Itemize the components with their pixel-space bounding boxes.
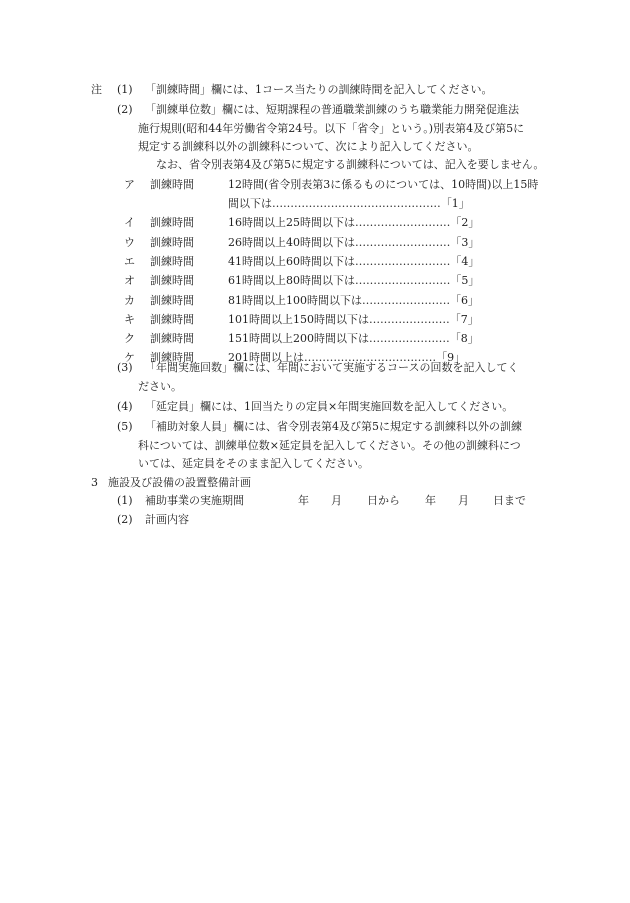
item-range: 151時間以上200時間以下は	[228, 332, 369, 345]
item-leader-dots: ‥‥‥‥‥‥‥‥‥‥‥‥‥	[355, 216, 451, 229]
item-kana: カ	[124, 294, 135, 307]
note-5-line-1: 「補助対象人員」欄には、省令別表第4及び第5に規定する訓練科以外の訓練	[145, 420, 522, 433]
item-range: 26時間以上40時間以下は	[228, 236, 355, 249]
item-kana: ウ	[124, 236, 135, 249]
item-range: 201時間以上は	[228, 351, 304, 364]
implementation-period-label: 補助事業の実施期間	[145, 494, 244, 507]
note-3-line-1: 「年間実施回数」欄には、年間において実施するコースの回数を記入してく	[145, 361, 519, 374]
section-3-title: 施設及び設備の設置整備計画	[108, 476, 251, 489]
item-label: 訓練時間	[150, 313, 194, 326]
item-leader-dots: ‥‥‥‥‥‥‥‥‥‥‥‥‥‥‥‥‥‥	[304, 351, 437, 364]
item-label: 訓練時間	[150, 236, 194, 249]
plan-content-label: 計画内容	[145, 513, 189, 526]
item-label: 訓練時間	[150, 255, 194, 268]
note-5-line-3: いては、延定員をそのまま記入してください。	[138, 457, 369, 470]
item-range: 101時間以上150時間以下は	[228, 313, 369, 326]
item-label: 訓練時間	[150, 216, 194, 229]
section-3-number: 3	[91, 476, 98, 489]
item-value: 「1」	[440, 197, 470, 210]
item-leader-dots: ‥‥‥‥‥‥‥‥‥‥‥	[369, 332, 450, 345]
item-kana: ク	[124, 332, 135, 345]
note-4-number: (4)	[117, 400, 133, 413]
item-a-line-2	[228, 197, 470, 211]
note-2-line-1: 「訓練単位数」欄には、短期課程の普通職業訓練のうち職業能力開発促進法	[145, 103, 519, 116]
item-range: 16時間以上25時間以下は	[228, 216, 355, 229]
end-year-unit: 年	[425, 494, 436, 507]
note-label: 注	[91, 83, 102, 96]
end-month-unit: 月	[458, 494, 469, 507]
note-2-line-4: なお、省令別表第4及び第5に規定する訓練科については、記入を要しません。	[156, 158, 545, 171]
item-leader-dots: ‥‥‥‥‥‥‥‥‥‥‥‥‥	[355, 236, 451, 249]
item-range-row	[228, 332, 479, 346]
item-leader-dots: ‥‥‥‥‥‥‥‥‥‥‥‥‥	[355, 255, 451, 268]
item-kana: ア	[124, 178, 135, 191]
item-range-row	[228, 216, 479, 230]
item-value: 「9」	[436, 351, 466, 364]
item-label: 訓練時間	[150, 178, 194, 191]
item-leader-dots: ‥‥‥‥‥‥‥‥‥‥‥‥‥‥‥‥‥‥‥‥‥‥‥	[272, 197, 441, 210]
item-range-row	[228, 313, 479, 327]
item-range: 81時間以上100時間以下は	[228, 294, 362, 307]
note-4-text: 「延定員」欄には、1回当たりの定員×年間実施回数を記入してください。	[145, 400, 514, 413]
note-5-line-2: 科については、訓練単位数×延定員を記入してください。その他の訓練科につ	[138, 439, 521, 452]
section-3-item-1-number: (1)	[117, 494, 133, 507]
item-kana: エ	[124, 255, 135, 268]
note-1-number: (1)	[117, 83, 133, 96]
item-value: 「3」	[450, 236, 480, 249]
item-range-row	[228, 274, 479, 288]
item-value: 「8」	[449, 332, 479, 345]
note-2-line-3: 規定する訓練科以外の訓練科について、次により記入してください。	[138, 140, 479, 153]
item-label: 訓練時間	[150, 351, 194, 364]
item-leader-dots: ‥‥‥‥‥‥‥‥‥‥‥	[369, 313, 450, 326]
item-value: 「6」	[450, 294, 480, 307]
start-day-unit: 日から	[367, 494, 400, 507]
note-3-number: (3)	[117, 361, 133, 374]
item-range-row	[228, 294, 479, 308]
item-range: 61時間以上80時間以下は	[228, 274, 355, 287]
note-2-number: (2)	[117, 103, 133, 116]
item-value: 「5」	[450, 274, 480, 287]
item-value: 「2」	[450, 216, 480, 229]
start-month-unit: 月	[331, 494, 342, 507]
item-range-row	[228, 255, 479, 269]
item-range: 12時間(省令別表第3に係るものについては、10時間)以上15時	[228, 178, 539, 191]
item-leader-dots: ‥‥‥‥‥‥‥‥‥‥‥‥	[362, 294, 451, 307]
item-kana: オ	[124, 274, 135, 287]
note-2-line-2: 施行規則(昭和44年労働省令第24号。以下「省令」という。)別表第4及び第5に	[138, 122, 525, 135]
start-year-unit: 年	[298, 494, 309, 507]
item-range-row	[228, 236, 479, 250]
item-value: 「4」	[450, 255, 480, 268]
item-kana: イ	[124, 216, 135, 229]
item-range: 41時間以上60時間以下は	[228, 255, 355, 268]
item-label: 訓練時間	[150, 294, 194, 307]
end-day-unit: 日まで	[493, 494, 526, 507]
note-1-text: 「訓練時間」欄には、1コース当たりの訓練時間を記入してください。	[145, 83, 493, 96]
item-kana: キ	[124, 313, 135, 326]
note-5-number: (5)	[117, 420, 133, 433]
item-value: 「7」	[449, 313, 479, 326]
item-leader-dots: ‥‥‥‥‥‥‥‥‥‥‥‥‥	[355, 274, 451, 287]
item-label: 訓練時間	[150, 332, 194, 345]
note-3-line-2: ださい。	[138, 380, 182, 393]
item-label: 訓練時間	[150, 274, 194, 287]
section-3-item-2-number: (2)	[117, 513, 133, 526]
item-range-cont: 間以下は	[228, 197, 272, 210]
item-kana: ケ	[124, 351, 135, 364]
